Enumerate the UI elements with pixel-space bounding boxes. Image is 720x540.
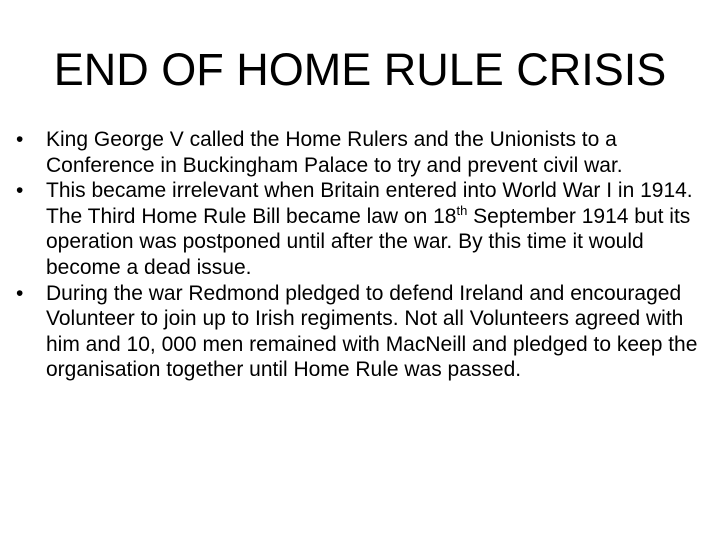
ordinal-superscript: th [456, 202, 468, 218]
bullet-point-icon: • [16, 128, 24, 151]
bullet-text-part: September 1914 but its operation was postponed until after the war. By this time it would become a dead issue. [46, 204, 691, 279]
bullet-point-icon: • [16, 281, 24, 305]
slide-title: END OF HOME RULE CRISIS [53, 44, 667, 95]
bullet-item-2 [16, 178, 706, 280]
bullet-item-3 [16, 281, 706, 383]
bullet-text [46, 179, 693, 279]
bullet-text: During the war Redmond pledged to defend Ireland and encouraged Volunteer to join up to Irish regiments. Not all Volunteers agreed with him and 10, 000 men remained with MacNeill and pledged to keep the organisation together until Home Rule was passed. [46, 281, 698, 382]
bullet-point-icon: • [16, 179, 24, 203]
bullet-list [16, 127, 706, 383]
bullet-text: King George V called the Home Rulers and the Unionists to a Conference in Buckingham Palace to try and prevent civil war. [46, 128, 623, 177]
bullet-text-part: This became irrelevant when Britain entered into World War I in 1914. The Third Home Rule Bill became law on 18 [46, 179, 693, 228]
bullet-item-1 [16, 127, 706, 178]
